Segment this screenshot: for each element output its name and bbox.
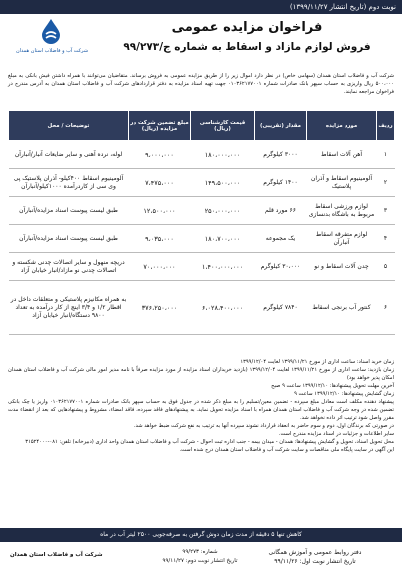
header-item: مورد مزایده [307,111,377,141]
condition-line: زمان گشایش پیشنهادها: ۱۳۹۹/۱۲/۱۰ ساعت ۹ [294,391,394,397]
header-row-number: ردیف [377,111,395,141]
table-row [9,169,395,197]
cell-quantity: ۱۴۰۰ کیلوگرم [255,169,307,197]
water-saving-ribbon: کاهش تنها ۵ دقیقه از مدت زمان دوش گرفتن به صرفه‌جویی ۲۵۰۰ لیتر آب در ماه [0,528,402,542]
issue-top-bar: نوبت دوم (تاریخ انتشار ۱۳۹۹/۱۱/۲۷) [0,0,402,14]
table-row [9,281,395,335]
cell-item: لوازم ورزشی اسقاط مربوط به باشگاه بدنسازی [307,197,377,225]
cell-row-number: ۳ [377,197,395,225]
header-quantity: مقدار (تقریبی) [255,111,307,141]
cell-item: لوازم متفرقه اسقاط آنبارآن [307,225,377,253]
footer [0,546,402,576]
cell-expert-price: ۶،۰۲۸،۴۰۰،۰۰۰ [191,281,255,335]
cell-quantity: ۷۸۴۰ کیلوگرم [255,281,307,335]
cell-expert-price: ۱۸۰،۷۰۰،۰۰۰ [191,225,255,253]
cell-quantity: ۳۰۰۰ کیلوگرم [255,141,307,169]
header [0,14,402,70]
footer-sign-line: تاریخ انتشار نوبت اول: ۹۹/۱۱/۲۶ [274,558,356,565]
header-description: توضیحات / محل [9,111,129,141]
title-block [102,18,392,56]
condition-line: این آگهی در سایت پایگاه ملی مناقصات و سایت شرکت آب و فاضلاب استان همدان درج شده است. [179,447,394,453]
condition-line: پیشنهاد دهنده مکلف است معادل مبلغ سپرده - تضمین معین/تسلیم را به مبلغ ذکر شده در جدول فوق به حساب سپهر بانک صادرات شماره ۰۱۰۳۶۲۱۷۷۰۰۱ واریز یا چک بانکی تضمین شده در وجه شرکت آب و فاضلاب استان همدان همراه با اسناد مزایده تحویل نماید. به پیشنهادهای فاقد سپرده، فاقد امضاء، مشروط و پیشنهادهایی که بعد از انقضاء مدت مقرر واصل شود ترتیب اثر داده نخواهد شد. [8,399,394,421]
logo-brand-text: شرکت آب و فاضلاب استان همدان [15,48,89,54]
condition-line: سایر اطلاعات و جزئیات در اسناد مزایده مندرج است. [278,431,394,437]
footer-reference [160,548,240,566]
table-row [9,197,395,225]
condition-line: زمان بازدید: ساعت اداری از مورخ ۱۳۹۹/۱۱/۲۱ لغایت ۱۳۹۹/۱۲/۰۴ (بازدید خریداران اسناد مزایده از مورد مزایده صرفاً با نامه مدیر امور مالی شرکت آب و فاضلاب استان همدان امکان پذیر خواهد بود) [8,367,394,381]
page-subtitle: فروش لوازم مازاد و اسقاط به شماره ج/۹۹/۲۷۳ [123,41,371,53]
footer-org-name: شرکت آب و فاضلاب استان همدان [10,552,103,558]
footer-ref-line: تاریخ انتشار نوبت دوم: ۹۹/۱۱/۲۷ [162,558,238,564]
table-header-row [9,111,395,141]
cell-guarantee: ۷،۴۷۵،۰۰۰ [129,169,191,197]
table-row [9,225,395,253]
cell-row-number: ۱ [377,141,395,169]
footer-sign-line: دفتر روابط عمومی و آموزش همگانی [268,549,362,556]
cell-description: به همراه مکانیزم پلاستیکی و متعلقات داخل در اقطار ۱/۲ و ۳/۴ اینچ از کار درآمده به تعداد ۹۸۰۰ دستگاه/انبار خیابان آزاد [9,281,129,335]
cell-item: آهن آلات اسقاط [307,141,377,169]
cell-expert-price: ۱۴۹،۵۰۰،۰۰۰ [191,169,255,197]
cell-guarantee: ۹،۰۰۰،۰۰۰ [129,141,191,169]
footer-ref-line: شماره: ۹۹/۲۷۳ [182,549,218,555]
cell-expert-price: ۲۵۰،۰۰۰،۰۰۰ [191,197,255,225]
cell-quantity: ۶۶ مورد قلم [255,197,307,225]
conditions-block [8,358,394,454]
cell-item: آلومینیوم اسقاط و آذران پلاستیک [307,169,377,197]
cell-guarantee: ۱۲،۵۰۰،۰۰۰ [129,197,191,225]
cell-guarantee: ۳۷۶،۲۵۰،۰۰۰ [129,281,191,335]
table-row [9,253,395,281]
condition-line: زمان خرید اسناد: ساعت اداری از مورخ ۱۳۹۹/۱۱/۲۱ لغایت ۱۳۹۹/۱۲/۰۴ [240,359,394,365]
header-expert-price: قیمت کارشناسی (ریال) [191,111,255,141]
cell-quantity: یک مجموعه [255,225,307,253]
intro-paragraph: شرکت آب و فاضلاب استان همدان (سهامی خاص) در نظر دارد اموال زیر را از طریق مزایده عمومی به فروش برساند. متقاضیان می‌توانند با همراه داشتن فیش بانکی به مبلغ ۵۰۰،۰۰۰ ریال واریزی به حساب سپهر بانک صادرات شماره ۰۱۰۳۶۲۱۷۷۰۰۱ جهت تهیه اسناد مزایده به دفتر قراردادهای شرکت آب و فاضلاب استان همدان به آدرس مندرج در فراخوان مراجعه نمایند. [8,73,394,95]
cell-guarantee: ۹،۰۳۵،۰۰۰ [129,225,191,253]
condition-line: آخرین مهلت تحویل پیشنهادها: ۱۳۹۹/۱۲/۱۰ ساعت ۹ صبح [271,383,394,389]
cell-row-number: ۴ [377,225,395,253]
cell-quantity: ۳۰،۰۰۰ کیلوگرم [255,253,307,281]
condition-line: در صورتی که برندگان اول، دوم و سوم حاضر به انعقاد قرارداد نشوند سپرده آنها به ترتیب به نفع شرکت ضبط خواهد شد. [133,423,394,429]
cell-guarantee: ۷۰،۰۰۰،۰۰۰ [129,253,191,281]
cell-description: طبق لیست پیوست اسناد مزایده/آنبارآن [9,197,129,225]
footer-signature [240,548,390,566]
cell-item: چدن آلات اسقاط و نو [307,253,377,281]
header-guarantee: مبلغ تضمین شرکت در مزایده (ریال) [129,111,191,141]
page-title: فراخوان مزایده عمومی [171,20,323,35]
table-row [9,141,395,169]
condition-line: محل تحویل اسناد، تحویل و گشایش پیشنهادها: همدان - میدان بیمه - جنب اداره ثبت احوال - شرکت آب و فاضلاب استان همدان واحد اداری (دبیرخانه) تلفن: ۰۸۱-۳۱۵۲۴۰۰۰ [25,439,394,445]
company-logo [6,18,98,66]
cell-item: کنتور آب برنجی اسقاط [307,281,377,335]
water-drop-icon [40,18,62,44]
cell-description: دریچه منهول و سایر اتصالات چدنی شکسته و اتصالات چدنی نو مازاد/انبار خیابان آزاد [9,253,129,281]
cell-row-number: ۶ [377,281,395,335]
auction-items-table [8,110,395,335]
cell-expert-price: ۱۸۰،۰۰۰،۰۰۰ [191,141,255,169]
cell-description: لوله، نرده آهنی و سایر ضایعات آنبار/آنبارآن [9,141,129,169]
cell-row-number: ۵ [377,253,395,281]
cell-expert-price: ۱،۴۰۰،۰۰۰،۰۰۰ [191,253,255,281]
cell-row-number: ۲ [377,169,395,197]
cell-description: آلومینیوم اسقاط ۴۰۰کیلو- آذران پلاستیک پی وی سی از کاردرآمده ۱۰۰۰کیلو/آنبارآن [9,169,129,197]
cell-description: طبق لیست پیوست اسناد مزایده/آنبارآن [9,225,129,253]
